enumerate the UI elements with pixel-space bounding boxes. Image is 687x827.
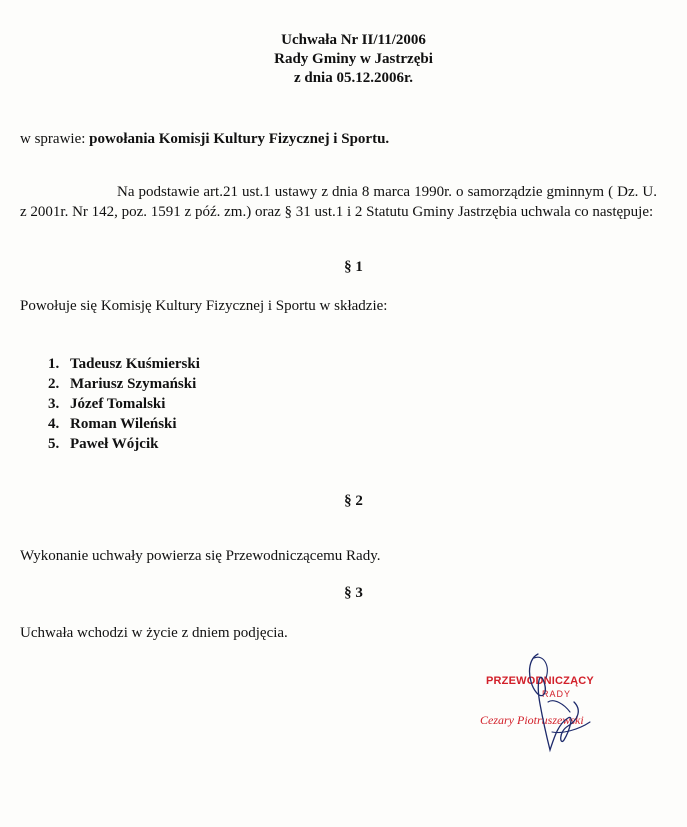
list-item: 5. Paweł Wójcik <box>48 436 159 452</box>
member-name: Tadeusz Kuśmierski <box>70 356 200 372</box>
member-name: Józef Tomalski <box>70 396 166 412</box>
subject-text: powołania Komisji Kultury Fizycznej i Sportu. <box>89 131 390 147</box>
stamp-title: PRZEWODNICZĄCY <box>486 675 594 687</box>
resolution-date: z dnia 05.12.2006r. <box>293 70 414 86</box>
section-1-mark: § 1 <box>344 259 363 275</box>
signature-icon <box>478 652 638 762</box>
section-3-mark: § 3 <box>344 585 363 601</box>
member-name: Mariusz Szymański <box>70 376 197 392</box>
subject-prefix: w sprawie: <box>20 131 86 147</box>
stamp-subtitle: RADY <box>542 689 572 699</box>
stamp-name: Cezary Piotruszewski <box>480 713 584 727</box>
list-item: 1. Tadeusz Kuśmierski <box>48 356 200 372</box>
list-item: 2. Mariusz Szymański <box>48 376 197 392</box>
section-2-text: Wykonanie uchwały powierza się Przewodniczącemu Rady. <box>20 548 381 564</box>
resolution-header <box>0 31 687 88</box>
legal-basis-text: Na podstawie art.21 ust.1 ustawy z dnia 8 marca 1990r. o samorządzie gminnym ( Dz. U. z 2001r. Nr 142, poz. 1591 z póź. zm.) oraz § 31 ust.1 i 2 Statutu Gminy Jastrzębia uchwala co następuje: <box>20 184 657 220</box>
member-name: Roman Wileński <box>70 416 177 432</box>
member-name: Paweł Wójcik <box>70 436 159 452</box>
council-name: Rady Gminy w Jastrzębi <box>274 51 433 67</box>
legal-basis-paragraph <box>20 182 657 222</box>
list-item: 3. Józef Tomalski <box>48 396 166 412</box>
section-3-text: Uchwała wchodzi w życie z dniem podjęcia. <box>20 625 288 641</box>
chairman-stamp <box>478 652 638 762</box>
resolution-number: Uchwała Nr II/11/2006 <box>281 32 426 48</box>
committee-members-list <box>48 354 200 454</box>
section-1-text: Powołuje się Komisję Kultury Fizycznej i Sportu w składzie: <box>20 298 388 314</box>
resolution-subject <box>20 131 389 148</box>
section-2-mark: § 2 <box>344 493 363 509</box>
list-item: 4. Roman Wileński <box>48 416 177 432</box>
